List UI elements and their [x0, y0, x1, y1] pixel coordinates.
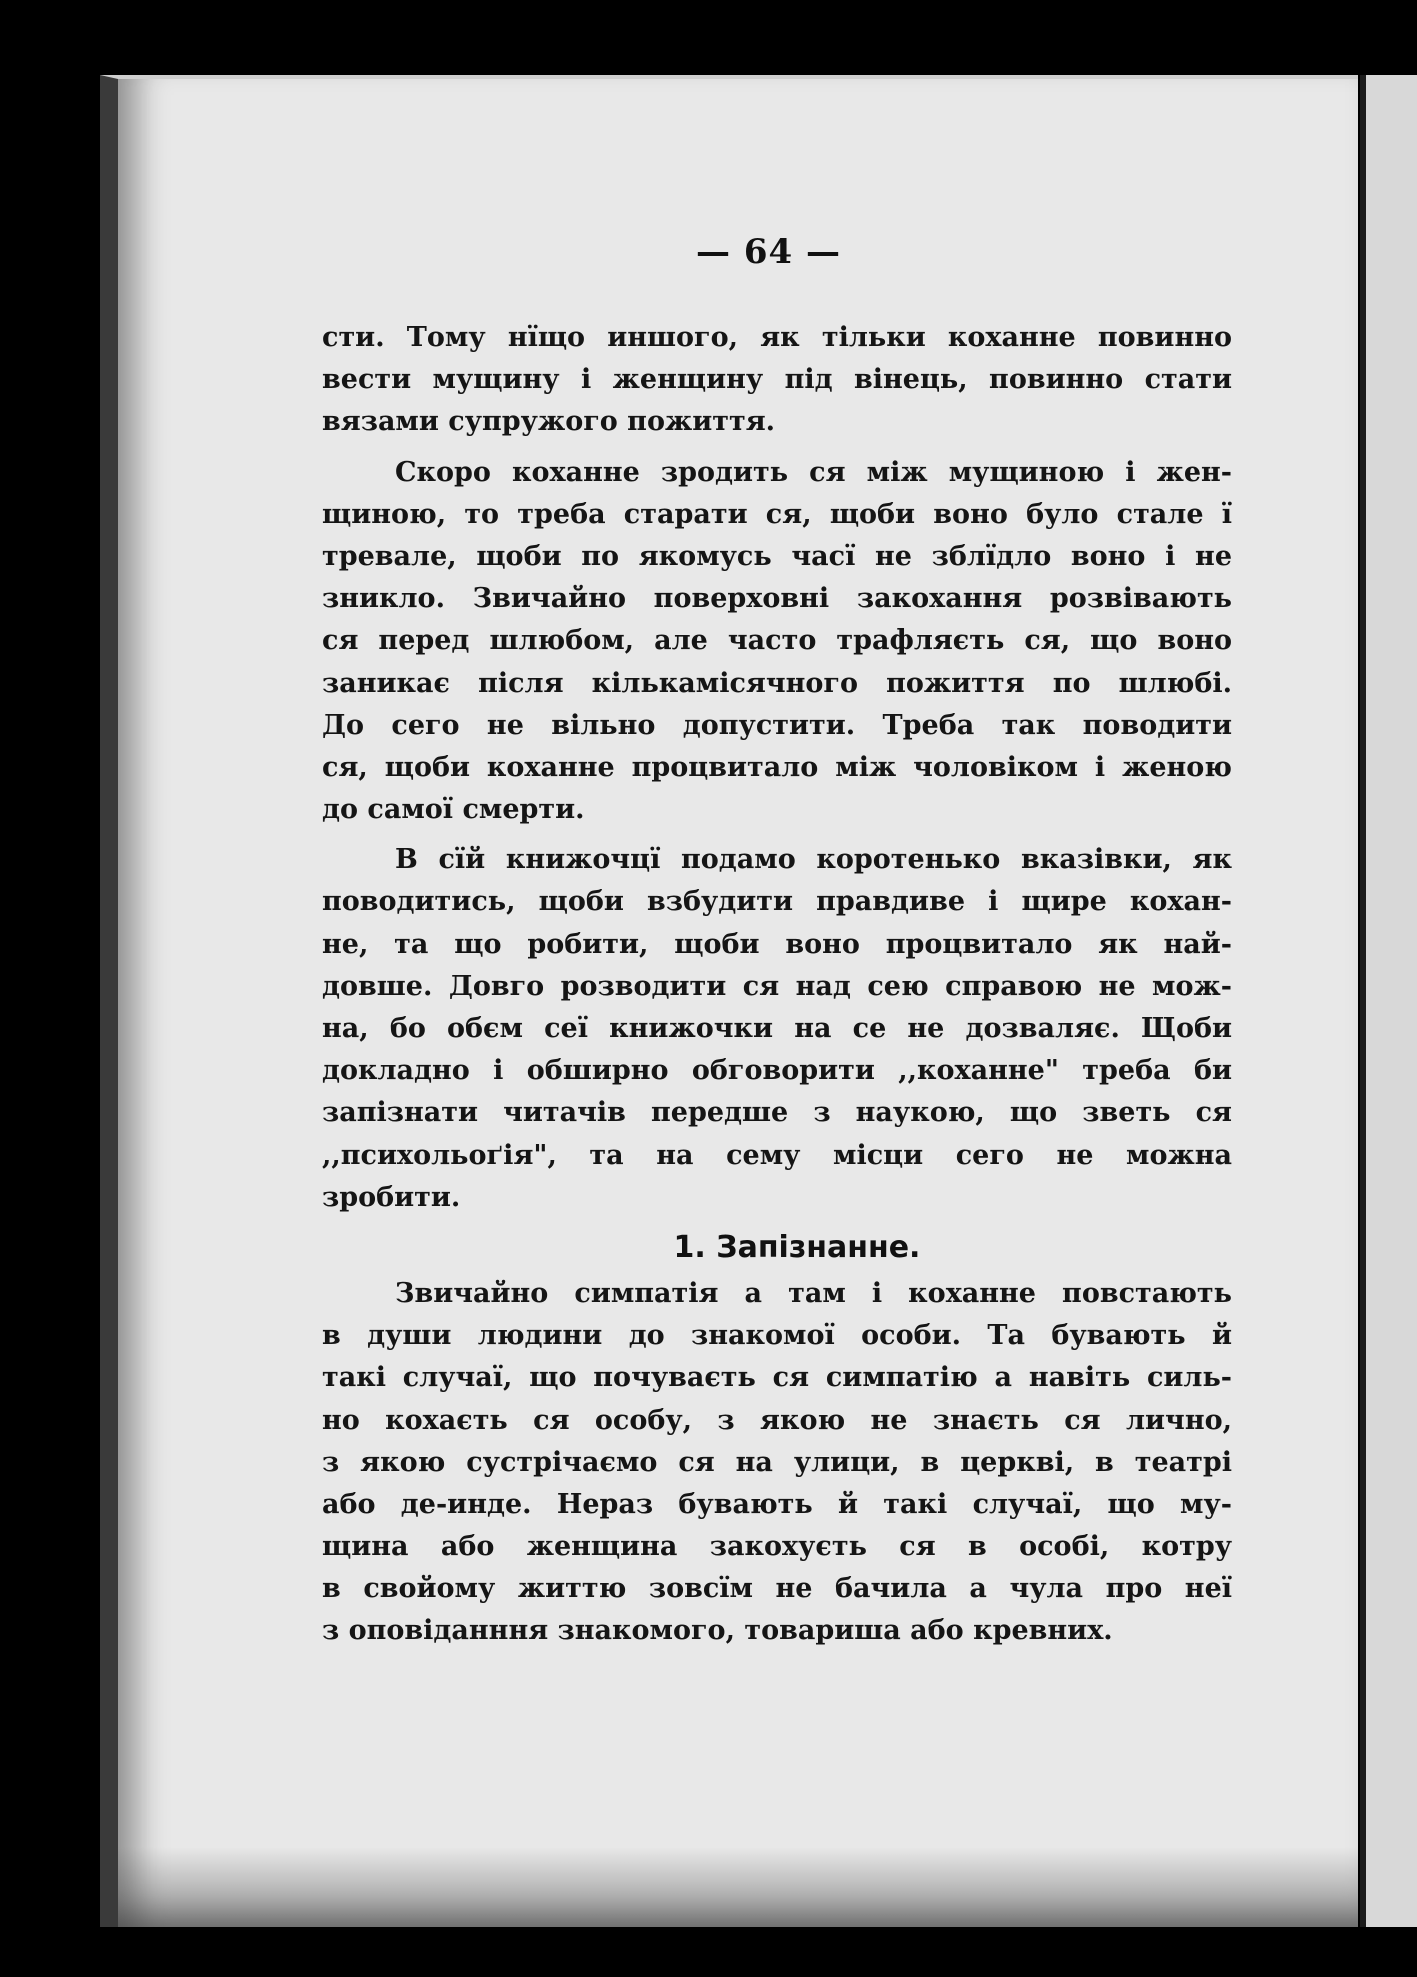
text-line: такі случаї, що почуваєть ся симпатію а навіть силь- [322, 1362, 1232, 1394]
page-body-text [322, 317, 1232, 1653]
text-line: ся, щоби коханне процвитало між чоловіком і женою [322, 751, 1232, 783]
paragraph-gap [322, 444, 1232, 452]
text-line: поводитись, щоби взбудити правдиве і щире кохан- [322, 886, 1232, 918]
text-line: щина або женщина закохуєть ся в особі, котру [322, 1531, 1232, 1563]
section-heading: 1. Запізнанне. [673, 1229, 921, 1265]
text-line: з якою сустрічаємо ся на улици, в церкві, в театрі [322, 1446, 1232, 1478]
paragraph-gap [322, 831, 1232, 839]
text-line: ,,психольоґія", та на сему місци сего не можна [322, 1139, 1232, 1171]
page-number: — 64 — [696, 232, 841, 272]
text-line: з оповіданння знакомого, товариша або кревних. [322, 1615, 1113, 1647]
text-line: щиною, то треба старати ся, щоби воно було стале ї [322, 498, 1232, 530]
text-line: запізнати читачів передше з наукою, що зветь ся [322, 1097, 1232, 1129]
text-line: сти. Тому нїщо иншого, як тільки коханне повинно [322, 322, 1232, 353]
text-line: вязами супружого пожиття. [322, 406, 776, 438]
text-line: тревале, щоби по якомусь часї не зблїдло воно і не [322, 540, 1232, 572]
text-line: докладно і обширно обговорити ,,коханне" треба би [322, 1055, 1232, 1087]
text-line: в свойому життю зовсїм не бачила а чула про неї [322, 1573, 1232, 1605]
text-line: но кохаєть ся особу, з якою не знаєть ся лично, [322, 1404, 1232, 1436]
text-line: або де-инде. Нераз бувають й такі случаї, що му- [322, 1488, 1232, 1520]
text-line: Скоро коханне зродить ся між мущиною і жен- [395, 456, 1232, 488]
text-line: заникає після кількамісячного пожиття по шлюбі. [322, 667, 1232, 699]
adjacent-page-edge [1360, 75, 1417, 1927]
text-line: в души людини до знакомої особи. Та бувають й [322, 1320, 1232, 1352]
text-line: на, бо обєм сеї книжочки на се не дозваляє. Щоби [322, 1013, 1232, 1044]
text-line: вести мущину і женщину під вінець, повинно стати [322, 364, 1232, 396]
text-line: В сїй книжочцї подамо коротенько вказівки, як [395, 844, 1232, 876]
text-line: До сего не вільно допустити. Треба так поводити [322, 709, 1232, 741]
text-line: зникло. Звичайно поверховні закохання розвівають [322, 583, 1232, 615]
text-line: Звичайно симпатія а там і коханне повстають [395, 1277, 1232, 1309]
text-line: не, та що робити, щоби воно процвитало як най- [322, 928, 1232, 960]
text-line: ся перед шлюбом, але часто трафляєть ся, що воно [322, 625, 1232, 657]
text-line: до самої смерти. [322, 794, 585, 826]
text-line: довше. Довго розводити ся над сею справою не мож- [322, 970, 1232, 1002]
text-line: зробити. [322, 1181, 461, 1213]
